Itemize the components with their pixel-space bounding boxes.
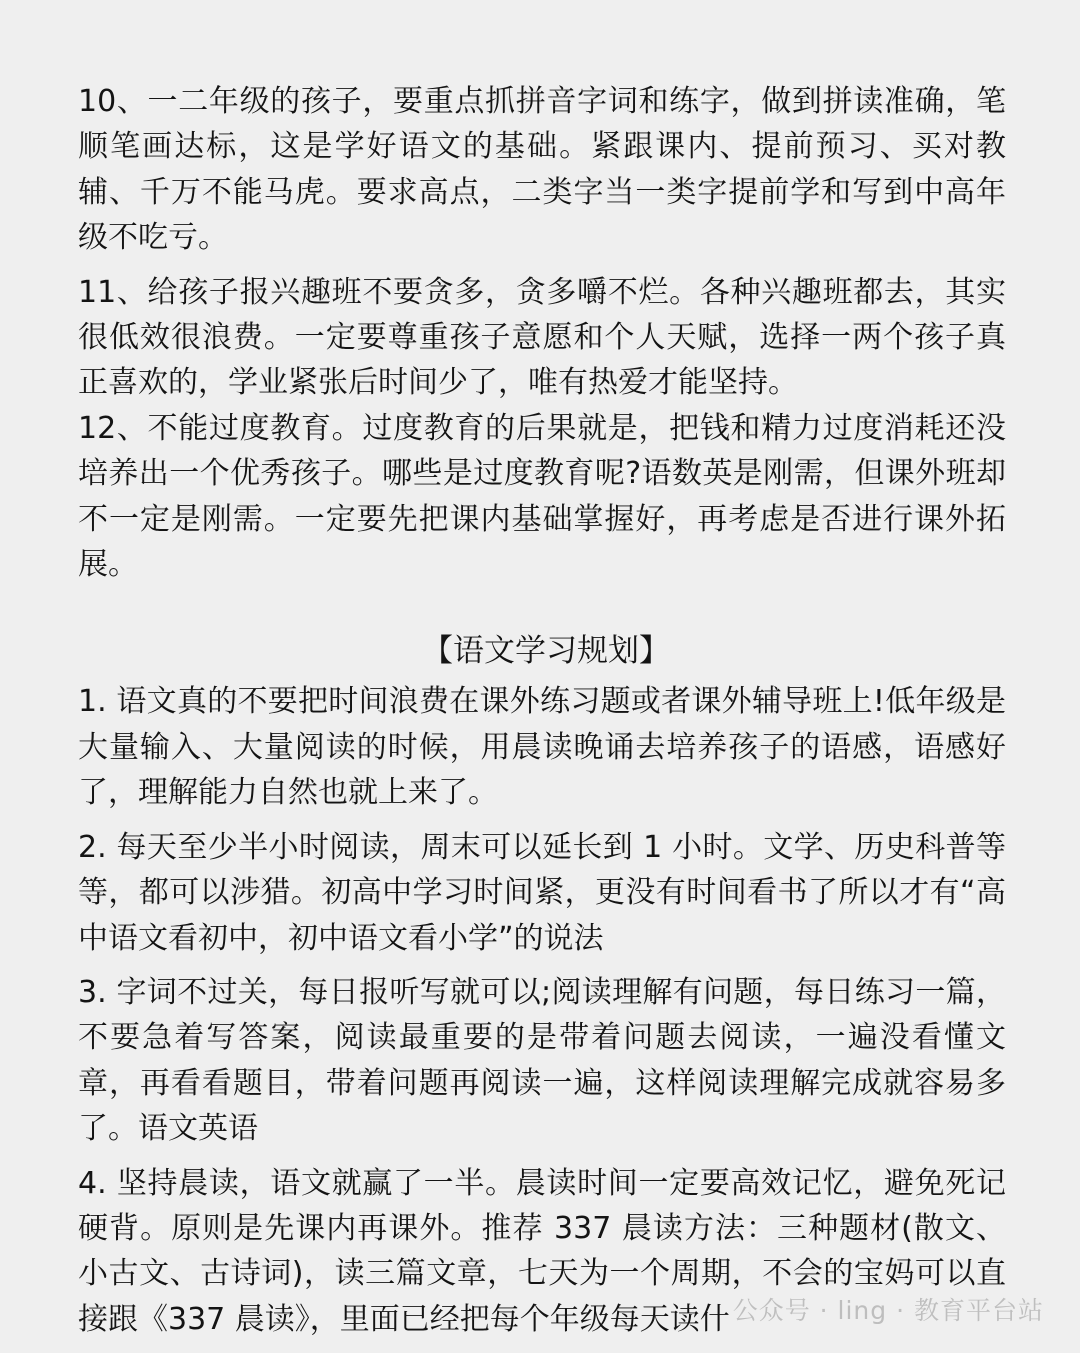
plan-item-1: 1. 语文真的不要把时间浪费在课外练习题或者课外辅导班上!低年级是大量输入、大量阅读的时候，用晨读晚诵去培养孩子的语感，语感好了，理解能力自然也就上来了。 [78, 684, 1006, 811]
plan-item-2: 2. 每天至少半小时阅读，周末可以延长到 1 小时。文学、历史科普等等，都可以涉猎。初高中学习时间紧，更没有时间看书了所以才有“高中语文看初中，初中语文看小学”的说法 [78, 829, 1006, 956]
watermark: 公众号 · ling · 教育平台站 [732, 1296, 1044, 1325]
paragraph-10: 10、一二年级的孩子，要重点抓拼音字词和练字，做到拼读准确，笔顺笔画达标，这是学好语文的基础。紧跟课内、提前预习、买对教辅、千万不能马虎。要求高点，二类字当一类字提前学和写到中高年级不吃亏。 [78, 84, 1006, 256]
plan-item-4: 4. 坚持晨读，语文就赢了一半。晨读时间一定要高效记忆，避免死记硬背。原则是先课内再课外。推荐 337 晨读方法：三种题材(散文、小古文、古诗词)，读三篇文章，七天为一个周期，不会的宝妈可以直接跟《337 晨读》，里面已经把每个年级每天读什 [78, 1165, 1007, 1337]
section-heading: 【语文学习规划】 [422, 633, 670, 670]
paragraph-11: 11、给孩子报兴趣班不要贪多，贪多嚼不烂。各种兴趣班都去，其实很低效很浪费。一定要尊重孩子意愿和个人天赋，选择一两个孩子真正喜欢的，学业紧张后时间少了，唯有热爱才能坚持。 [78, 274, 1006, 401]
plan-item-3: 3. 字词不过关，每日报听写就可以;阅读理解有问题，每日练习一篇，不要急着写答案，阅读最重要的是带着问题去阅读，一遍没看懂文章，再看看题目，带着问题再阅读一遍，这样阅读理解完成就容易多了。语文英语 [78, 974, 1006, 1147]
paragraph-12: 12、不能过度教育。过度教育的后果就是，把钱和精力过度消耗还没培养出一个优秀孩子。哪些是过度教育呢?语数英是刚需，但课外班却不一定是刚需。一定要先把课内基础掌握好，再考虑是否进行课外拓展。 [78, 410, 1006, 583]
article-body [78, 79, 1006, 1342]
